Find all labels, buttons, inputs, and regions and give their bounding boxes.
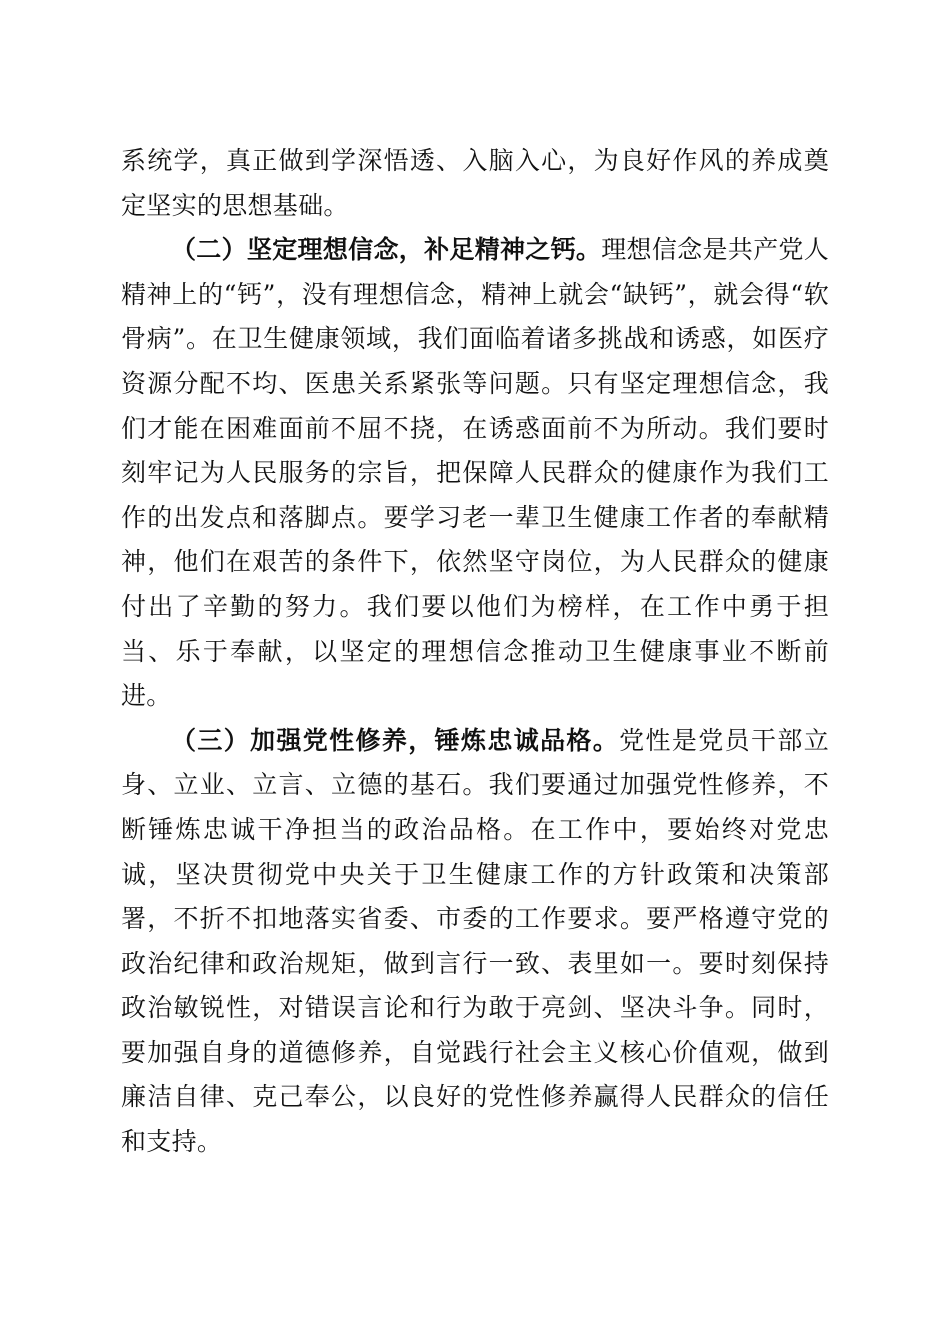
paragraph-continuation [121, 139, 829, 228]
section-heading: （二）坚定理想信念，补足精神之钙。 [171, 235, 602, 265]
paragraph-body: 党性是党员干部立身、立业、立言、立德的基石。我们要通过加强党性修养，不断锤炼忠诚干净担当的政治品格。在工作中，要始终对党忠诚，坚决贯彻党中央关于卫生健康工作的方针政策和决策部署，不折不扣地落实省委、市委的工作要求。要严格遵守党的政治纪律和政治规矩，做到言行一致、表里如一。要时刻保持政治敏锐性，对错误言论和行为敢于亮剑、坚决斗争。同时，要加强自身的道德修养，自觉践行社会主义核心价值观，做到廉洁自律、克己奉公，以良好的党性修养赢得人民群众的信任和支持。 [121, 725, 829, 1157]
paragraph-body: 系统学，真正做到学深悟透、入脑入心，为良好作风的养成奠定坚实的思想基础。 [121, 146, 829, 220]
paragraph-section-2 [121, 228, 829, 719]
paragraph-section-3 [121, 719, 829, 1165]
section-heading: （三）加强党性修养，锤炼忠诚品格。 [171, 725, 620, 755]
document-body [121, 139, 829, 1165]
paragraph-body: 理想信念是共产党人精神上的“钙”，没有理想信念，精神上就会“缺钙”，就会得“软骨病”。在卫生健康领域，我们面临着诸多挑战和诱惑，如医疗资源分配不均、医患关系紧张等问题。只有坚定理想信念，我们才能在困难面前不屈不挠，在诱惑面前不为所动。我们要时刻牢记为人民服务的宗旨，把保障人民群众的健康作为我们工作的出发点和落脚点。要学习老一辈卫生健康工作者的奉献精神，他们在艰苦的条件下，依然坚守岗位，为人民群众的健康付出了辛勤的努力。我们要以他们为榜样，在工作中勇于担当、乐于奉献，以坚定的理想信念推动卫生健康事业不断前进。 [121, 235, 829, 711]
